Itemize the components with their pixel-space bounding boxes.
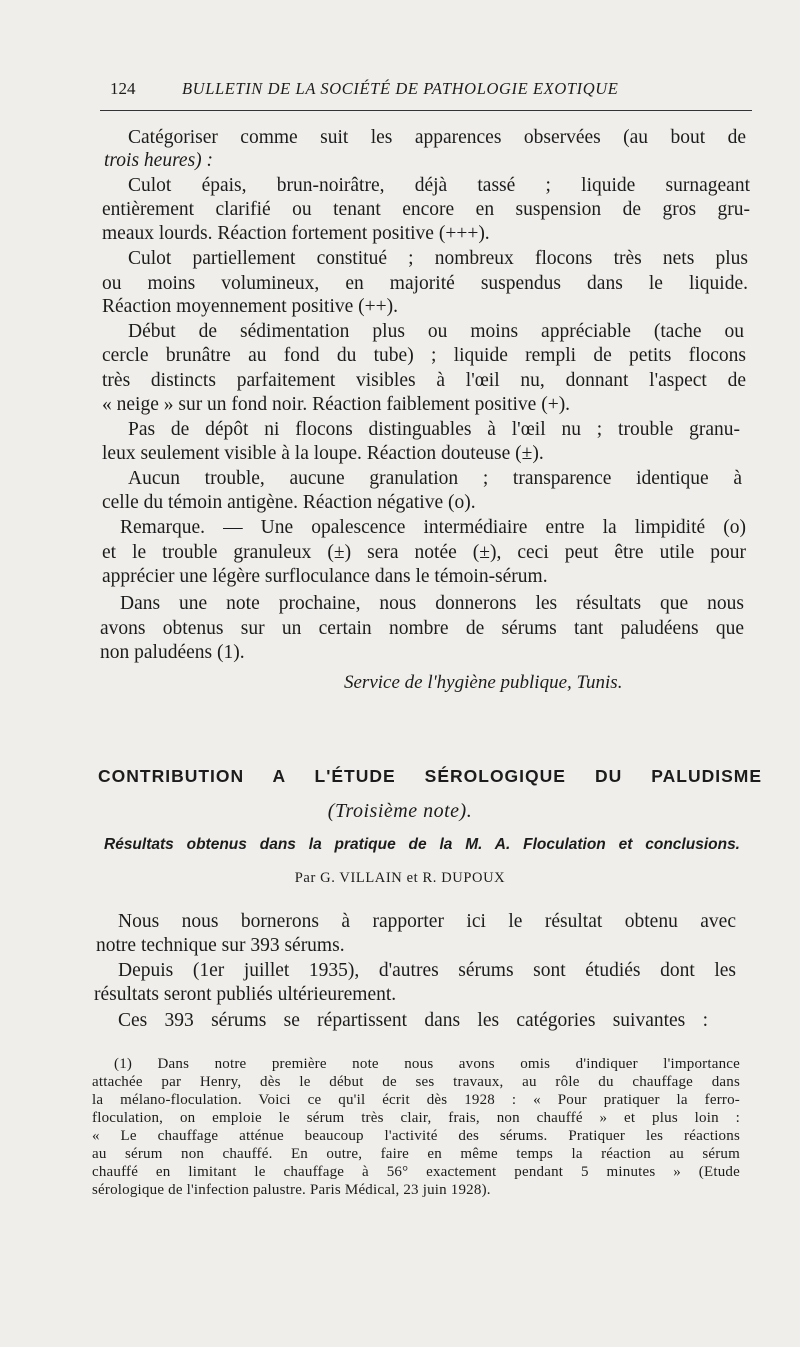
body-line: trois heures) : bbox=[104, 150, 214, 171]
footnote-line: (1) Dans notre première note nous avons omis d'indiquer l'importance bbox=[114, 1056, 740, 1072]
body-line: et le trouble granuleux (±) sera notée (±), ceci peut être utile pour bbox=[102, 542, 746, 563]
body-line: Réaction moyennement positive (++). bbox=[102, 296, 399, 317]
body-line: avons obtenus sur un certain nombre de sérums tant paludéens que bbox=[100, 618, 744, 639]
body-line: apprécier une légère surfloculance dans le témoin-sérum. bbox=[102, 566, 548, 587]
body-line: Pas de dépôt ni flocons distinguables à l'œil nu ; trouble granu- bbox=[128, 419, 740, 440]
body-line: non paludéens (1). bbox=[100, 642, 245, 663]
results-heading: Résultats obtenus dans la pratique de la M. A. Floculation et conclusions. bbox=[104, 836, 740, 853]
footnote-line: attachée par Henry, dès le début de ses travaux, au rôle du chauffage dans bbox=[92, 1074, 740, 1090]
footnote-line: floculation, on emploie le sérum très clair, frais, non chauffé » et plus loin : bbox=[92, 1110, 740, 1126]
remark-line: Remarque. — Une opalescence intermédiaire entre la limpidité (o) bbox=[120, 517, 746, 538]
body-line: entièrement clarifié ou tenant encore en suspension de gros gru- bbox=[102, 199, 750, 220]
article-line: notre technique sur 393 sérums. bbox=[96, 935, 345, 956]
body-line: Culot épais, brun-noirâtre, déjà tassé ; liquide surnageant bbox=[128, 175, 750, 196]
body-line: Culot partiellement constitué ; nombreux flocons très nets plus bbox=[128, 248, 748, 269]
footnote-line: « Le chauffage atténue beaucoup l'activité des sérums. Pratiquer les réactions bbox=[92, 1128, 740, 1144]
signoff: Service de l'hygiène publique, Tunis. bbox=[344, 672, 623, 693]
body-line: Catégoriser comme suit les apparences observées (au bout de bbox=[128, 127, 746, 148]
page-number: 124 bbox=[110, 79, 136, 98]
article-title: CONTRIBUTION A L'ÉTUDE SÉROLOGIQUE DU PALUDISME bbox=[98, 766, 762, 786]
footnote-line: au sérum non chauffé. En outre, faire en même temps la réaction au sérum bbox=[92, 1146, 740, 1162]
page-header bbox=[100, 76, 752, 111]
footnote-line: chauffé en limitant le chauffage à 56° exactement pendant 5 minutes » (Etude bbox=[92, 1164, 740, 1180]
article-line: Depuis (1er juillet 1935), d'autres sérums sont étudiés dont les bbox=[118, 960, 736, 981]
article-line: Ces 393 sérums se répartissent dans les catégories suivantes : bbox=[118, 1010, 708, 1031]
footnote-line: sérologique de l'infection palustre. Paris Médical, 23 juin 1928). bbox=[92, 1182, 491, 1198]
body-line: Aucun trouble, aucune granulation ; transparence identique à bbox=[128, 468, 742, 489]
body-line: cercle brunâtre au fond du tube) ; liquide rempli de petits flocons bbox=[102, 345, 746, 366]
article-subtitle: (Troisième note). bbox=[327, 800, 473, 822]
footnote-line: la mélano-floculation. Voici ce qu'il écrit dès 1928 : « Pour pratiquer la ferro- bbox=[92, 1092, 740, 1108]
body-line: meaux lourds. Réaction fortement positive (+++). bbox=[102, 223, 490, 244]
body-line: Début de sédimentation plus ou moins appréciable (tache ou bbox=[128, 321, 744, 342]
article-authors: Par G. VILLAIN et R. DUPOUX bbox=[294, 870, 506, 886]
body-line: leux seulement visible à la loupe. Réaction douteuse (±). bbox=[102, 443, 544, 464]
body-line: « neige » sur un fond noir. Réaction faiblement positive (+). bbox=[102, 394, 571, 415]
article-line: Nous nous bornerons à rapporter ici le résultat obtenu avec bbox=[118, 911, 736, 932]
body-line: très distincts parfaitement visibles à l'œil nu, donnant l'aspect de bbox=[102, 370, 746, 391]
body-line: ou moins volumineux, en majorité suspendus dans le liquide. bbox=[102, 273, 748, 294]
body-line: Dans une note prochaine, nous donnerons les résultats que nous bbox=[120, 593, 744, 614]
running-title: BULLETIN DE LA SOCIÉTÉ DE PATHOLOGIE EXOTIQUE bbox=[182, 79, 619, 98]
body-line: celle du témoin antigène. Réaction négative (o). bbox=[102, 492, 476, 513]
article-line: résultats seront publiés ultérieurement. bbox=[94, 984, 397, 1005]
